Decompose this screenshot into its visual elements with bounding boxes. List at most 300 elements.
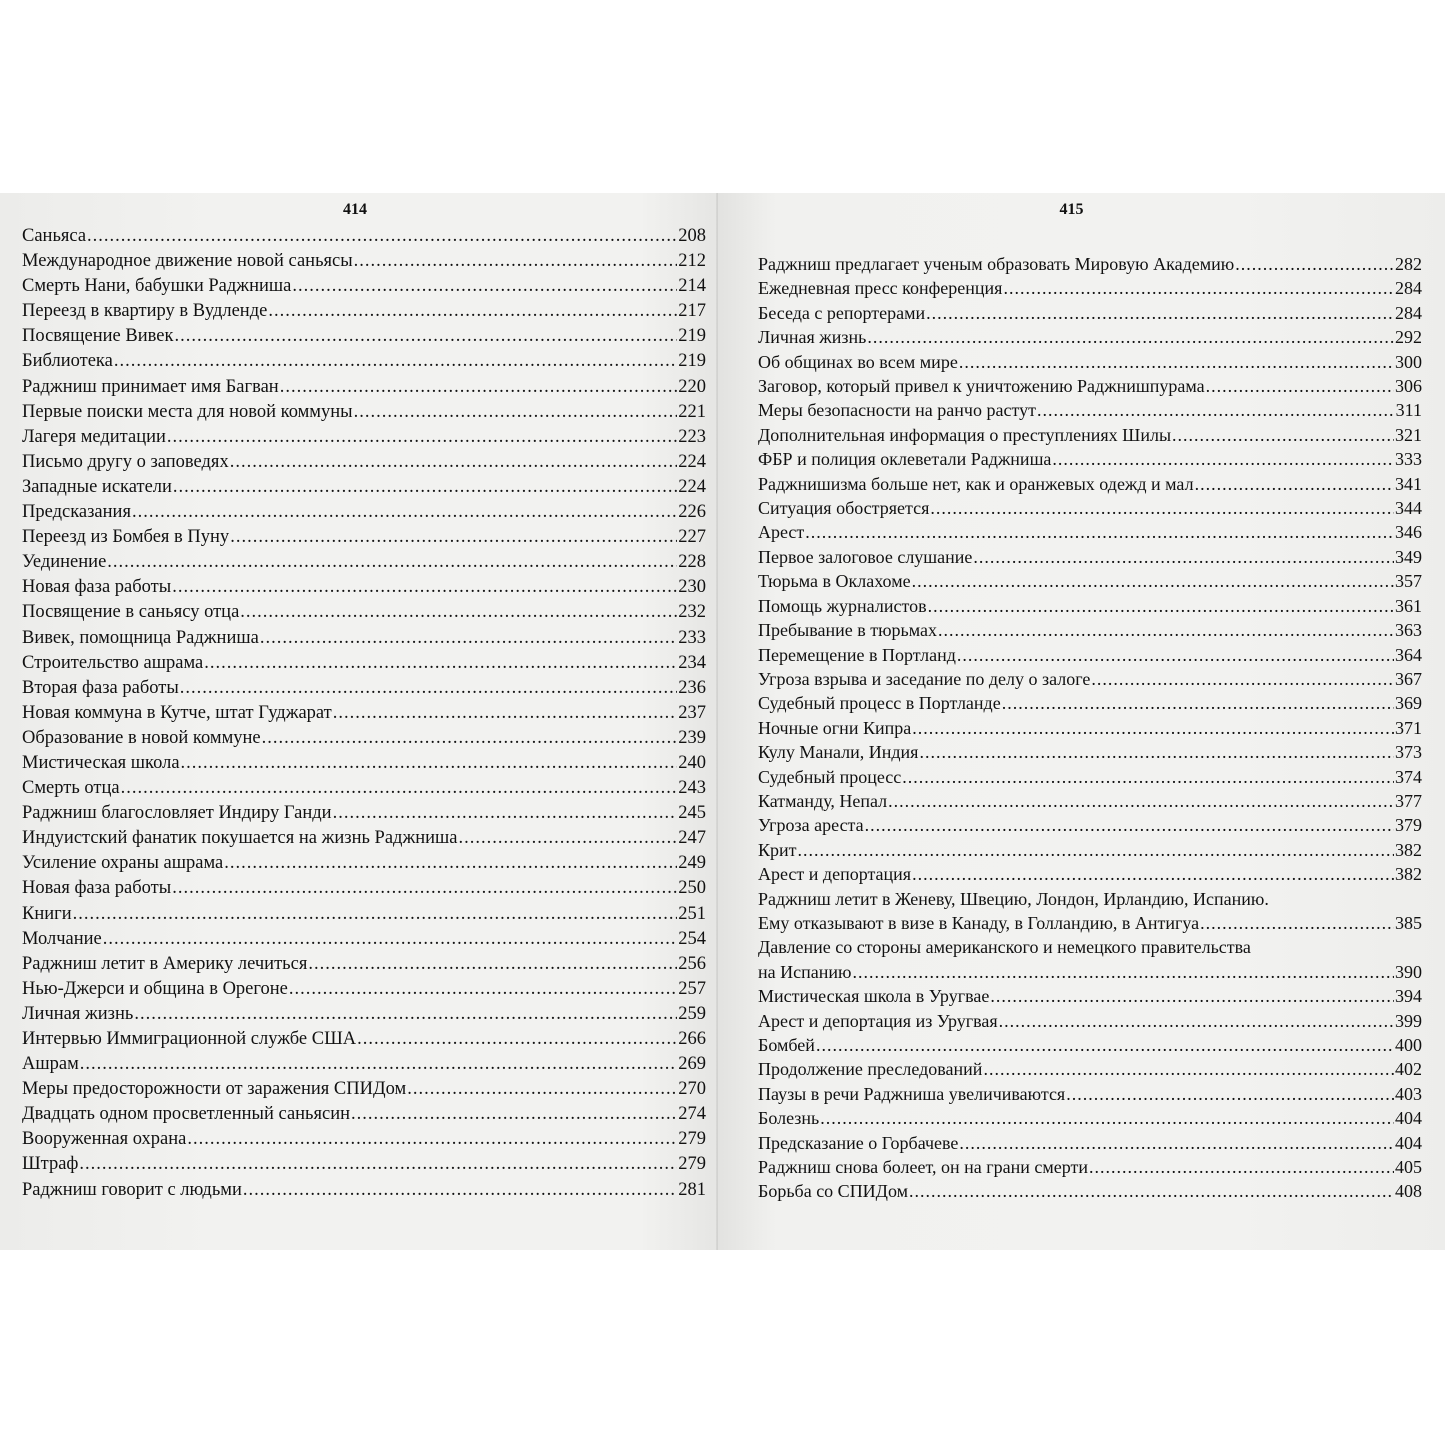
toc-leader-dots xyxy=(351,1102,677,1127)
toc-entry xyxy=(22,626,706,651)
toc-entry-title: Беседа с репортерами xyxy=(758,302,926,323)
toc-entry-page: 408 xyxy=(1395,1181,1422,1202)
toc-entry-page: 224 xyxy=(678,476,706,497)
toc-leader-dots xyxy=(73,902,678,927)
left-page-number: 414 xyxy=(343,201,367,218)
toc-entry-title: Усиление охраны ашрама xyxy=(22,853,224,874)
toc-entry xyxy=(758,813,1422,837)
toc-entry-page: 228 xyxy=(678,552,706,573)
toc-entry-page: 233 xyxy=(678,627,706,648)
toc-entry xyxy=(758,984,1422,1008)
toc-entry-title: Саньяса xyxy=(22,226,87,246)
toc-entry-title: Новая фаза работы xyxy=(22,878,172,899)
toc-entry xyxy=(758,691,1422,715)
toc-entry-title: Смерть отца xyxy=(22,778,120,799)
toc-leader-dots xyxy=(79,1152,677,1177)
toc-entry-page: 357 xyxy=(1395,571,1422,592)
toc-entry xyxy=(22,425,706,450)
toc-entry xyxy=(758,545,1422,569)
toc-entry-page: 400 xyxy=(1395,1035,1422,1055)
toc-entry xyxy=(758,520,1422,544)
toc-entry-page: 333 xyxy=(1395,449,1422,470)
toc-entry xyxy=(22,600,706,625)
toc-entry xyxy=(22,876,706,901)
toc-entry xyxy=(758,276,1422,300)
toc-entry xyxy=(22,324,706,349)
toc-entry-page: 226 xyxy=(678,502,706,523)
toc-entry-page: 346 xyxy=(1395,522,1422,543)
toc-entry-title: Ашрам xyxy=(22,1054,79,1075)
toc-entry-title: Нью-Джерси и община в Орегоне xyxy=(22,978,288,999)
toc-entry-page: 404 xyxy=(1395,1108,1422,1129)
left-page xyxy=(0,193,726,1250)
toc-leader-dots xyxy=(173,475,677,500)
toc-leader-dots xyxy=(1195,472,1394,496)
toc-entry-title: Давление со стороны американского и немецкого правительства xyxy=(758,937,1251,958)
toc-entry-page: 367 xyxy=(1395,668,1422,689)
toc-leader-dots xyxy=(852,960,1394,984)
toc-entry xyxy=(758,935,1422,959)
toc-entry-title: на Испанию xyxy=(758,961,852,982)
toc-leader-dots xyxy=(909,1179,1394,1203)
toc-entry-title: Раджниш предлагает ученым образовать Мировую Академию xyxy=(758,254,1235,274)
toc-entry-title: Катманду, Непал xyxy=(758,790,888,811)
toc-entry xyxy=(758,472,1422,496)
toc-leader-dots xyxy=(172,575,677,600)
toc-leader-dots xyxy=(1089,1155,1394,1179)
toc-entry-page: 245 xyxy=(678,803,706,824)
toc-entry-title: Первое залоговое слушание xyxy=(758,546,973,567)
toc-entry xyxy=(758,1179,1422,1203)
toc-entry xyxy=(758,301,1422,325)
toc-leader-dots xyxy=(926,301,1394,325)
toc-entry-title: Вивек, помощница Раджниша xyxy=(22,627,259,648)
toc-leader-dots xyxy=(240,600,677,625)
toc-entry xyxy=(22,475,706,500)
toc-leader-dots xyxy=(308,952,677,977)
toc-entry-page: 404 xyxy=(1395,1132,1422,1153)
toc-entry-title: Помощь журналистов xyxy=(758,595,927,616)
toc-entry-title: Арест и депортация из Уругвая xyxy=(758,1010,998,1031)
toc-entry xyxy=(22,550,706,575)
toc-entry-page: 269 xyxy=(678,1054,706,1075)
toc-leader-dots xyxy=(262,726,678,751)
toc-entry-page: 217 xyxy=(678,301,706,322)
toc-entry xyxy=(22,525,706,550)
toc-entry-page: 220 xyxy=(678,376,706,397)
toc-entry xyxy=(758,447,1422,471)
toc-entry xyxy=(758,667,1422,691)
toc-entry-page: 373 xyxy=(1395,742,1422,763)
toc-leader-dots xyxy=(333,701,678,726)
toc-entry-title: Книги xyxy=(22,903,72,924)
toc-entry xyxy=(758,838,1422,862)
toc-entry-page: 239 xyxy=(678,727,706,748)
toc-leader-dots xyxy=(930,496,1394,520)
toc-leader-dots xyxy=(114,349,677,374)
toc-entry-page: 223 xyxy=(678,426,706,447)
toc-entry xyxy=(758,350,1422,374)
toc-entry-title: Ситуация обостряется xyxy=(758,498,930,519)
toc-entry-page: 250 xyxy=(678,878,706,899)
toc-entry xyxy=(758,1033,1422,1057)
toc-entry xyxy=(758,252,1422,276)
toc-entry xyxy=(22,676,706,701)
toc-leader-dots xyxy=(1052,447,1394,471)
toc-leader-dots xyxy=(959,350,1394,374)
toc-entry-page: 249 xyxy=(678,853,706,874)
toc-entry xyxy=(758,594,1422,618)
toc-leader-dots xyxy=(938,618,1394,642)
toc-entry xyxy=(22,1077,706,1102)
toc-entry-title: Борьба со СПИДом xyxy=(758,1181,909,1202)
toc-leader-dots xyxy=(354,249,678,274)
right-page-number: 415 xyxy=(1059,201,1084,218)
toc-leader-dots xyxy=(292,274,677,299)
toc-entry-title: Бомбей xyxy=(758,1035,815,1055)
toc-entry-title: Новая фаза работы xyxy=(22,577,172,598)
toc-entry xyxy=(758,1155,1422,1179)
toc-entry xyxy=(758,423,1422,447)
toc-leader-dots xyxy=(798,838,1394,862)
toc-entry-page: 219 xyxy=(678,326,706,347)
toc-leader-dots xyxy=(121,776,678,801)
toc-entry xyxy=(758,618,1422,642)
toc-leader-dots xyxy=(174,324,677,349)
toc-entry xyxy=(22,902,706,927)
toc-entry-page: 399 xyxy=(1395,1010,1422,1031)
toc-entry xyxy=(22,1178,706,1203)
toc-entry xyxy=(758,398,1422,422)
toc-leader-dots xyxy=(181,751,678,776)
toc-leader-dots xyxy=(333,801,678,826)
toc-entry xyxy=(758,496,1422,520)
toc-leader-dots xyxy=(280,375,678,400)
toc-leader-dots xyxy=(1200,911,1394,935)
toc-entry-page: 230 xyxy=(678,577,706,598)
toc-leader-dots xyxy=(230,450,678,475)
toc-entry xyxy=(758,911,1422,935)
toc-entry xyxy=(22,349,706,374)
toc-entry-title: Двадцать одном просветленный саньясин xyxy=(22,1104,351,1125)
toc-leader-dots xyxy=(912,862,1394,886)
toc-entry-title: Раджниш говорит с людьми xyxy=(22,1179,242,1200)
toc-entry xyxy=(22,952,706,977)
toc-entry-title: Западные искатели xyxy=(22,476,172,497)
toc-entry xyxy=(758,765,1422,789)
toc-entry-title: Крит xyxy=(758,839,797,860)
toc-entry xyxy=(22,776,706,801)
toc-leader-dots xyxy=(973,545,1394,569)
toc-entry-title: Переезд в квартиру в Вудленде xyxy=(22,301,268,322)
toc-entry-page: 300 xyxy=(1395,351,1422,372)
toc-entry-title: Заговор, который привел к уничтожению Раджнишпурама xyxy=(758,376,1205,397)
toc-entry xyxy=(758,789,1422,813)
toc-entry xyxy=(758,716,1422,740)
toc-leader-dots xyxy=(867,325,1394,349)
toc-entry-page: 364 xyxy=(1395,644,1422,665)
toc-entry-page: 341 xyxy=(1395,473,1422,494)
toc-entry-page: 221 xyxy=(678,401,706,422)
toc-entry-page: 284 xyxy=(1395,302,1422,323)
toc-entry-title: Образование в новой коммуне xyxy=(22,727,261,748)
toc-entry xyxy=(22,701,706,726)
toc-entry xyxy=(22,274,706,299)
toc-entry-page: 236 xyxy=(678,677,706,698)
toc-entry-page: 279 xyxy=(678,1129,706,1150)
toc-leader-dots xyxy=(1172,423,1394,447)
toc-entry-page: 212 xyxy=(678,251,706,272)
toc-entry-title: Паузы в речи Раджниша увеличиваются xyxy=(758,1083,1066,1104)
toc-leader-dots xyxy=(80,1052,677,1077)
toc-entry-page: 361 xyxy=(1395,595,1422,616)
toc-entry-title: Интервью Иммиграционной службе США xyxy=(22,1029,357,1049)
toc-leader-dots xyxy=(204,651,677,676)
toc-leader-dots xyxy=(990,984,1394,1008)
toc-leader-dots xyxy=(132,500,677,525)
toc-entry-title: Раджниш летит в Женеву, Швецию, Лондон, Ирландию, Испанию. xyxy=(758,888,1269,909)
toc-leader-dots xyxy=(912,716,1394,740)
toc-leader-dots xyxy=(243,1178,677,1203)
toc-entry-title: Посвящение в саньясу отца xyxy=(22,602,240,623)
toc-entry-page: 344 xyxy=(1395,498,1422,519)
toc-entry-title: Меры безопасности на ранчо растут xyxy=(758,400,1036,421)
toc-leader-dots xyxy=(357,1027,677,1052)
toc-entry-page: 284 xyxy=(1395,278,1422,299)
toc-leader-dots xyxy=(134,1002,677,1027)
toc-entry xyxy=(22,1002,706,1027)
toc-leader-dots xyxy=(983,1057,1394,1081)
toc-entry xyxy=(758,374,1422,398)
toc-entry-title: Раджниш снова болеет, он на грани смерти xyxy=(758,1157,1089,1178)
toc-leader-dots xyxy=(459,826,678,851)
toc-entry-page: 266 xyxy=(678,1029,706,1049)
toc-entry-title: Пребывание в тюрьмах xyxy=(758,620,938,641)
toc-entry-page: 281 xyxy=(678,1179,706,1200)
toc-entry-title: Ночные огни Кипра xyxy=(758,717,912,738)
toc-entry xyxy=(22,726,706,751)
toc-entry-page: 227 xyxy=(678,527,706,548)
toc-leader-dots xyxy=(865,813,1394,837)
toc-entry xyxy=(22,375,706,400)
toc-entry xyxy=(22,224,706,249)
toc-leader-dots xyxy=(805,520,1394,544)
toc-entry xyxy=(758,740,1422,764)
toc-leader-dots xyxy=(1002,691,1394,715)
toc-entry-page: 402 xyxy=(1395,1059,1422,1080)
toc-entry-title: Мистическая школа xyxy=(22,752,180,773)
toc-leader-dots xyxy=(1037,398,1395,422)
toc-leader-dots xyxy=(172,876,677,901)
toc-entry xyxy=(758,1131,1422,1155)
toc-entry xyxy=(22,1102,706,1127)
toc-entry-page: 385 xyxy=(1395,912,1422,933)
toc-entry xyxy=(758,1106,1422,1130)
toc-entry-title: Строительство ашрама xyxy=(22,652,204,673)
toc-entry xyxy=(22,450,706,475)
toc-entry-title: Арест и депортация xyxy=(758,864,912,885)
toc-entry-title: Меры предосторожности от заражения СПИДом xyxy=(22,1079,407,1100)
toc-entry-page: 403 xyxy=(1395,1083,1422,1104)
toc-entry-page: 306 xyxy=(1395,376,1422,397)
toc-entry xyxy=(758,960,1422,984)
toc-entry-page: 382 xyxy=(1395,839,1422,860)
toc-entry-title: Смерть Нани, бабушки Раджниша xyxy=(22,276,292,297)
right-page xyxy=(718,193,1445,1250)
left-toc-list xyxy=(22,224,706,1203)
toc-entry-title: ФБР и полиция оклеветали Раджниша xyxy=(758,449,1052,470)
toc-entry-title: Посвящение Вивек xyxy=(22,326,174,347)
toc-entry-title: Переезд из Бомбея в Пуну xyxy=(22,527,230,548)
toc-entry-title: Судебный процесс в Портланде xyxy=(758,693,1001,714)
toc-leader-dots xyxy=(230,525,677,550)
toc-entry-title: Предсказания xyxy=(22,502,131,523)
toc-entry-page: 369 xyxy=(1395,693,1422,714)
toc-entry-title: Ежедневная пресс конференция xyxy=(758,278,1003,299)
toc-leader-dots xyxy=(912,569,1394,593)
toc-entry-page: 292 xyxy=(1395,327,1422,348)
toc-entry-title: Об общинах во всем мире xyxy=(758,351,958,372)
toc-entry-title: Раджниш летит в Америку лечиться xyxy=(22,953,308,974)
toc-leader-dots xyxy=(959,1131,1394,1155)
toc-leader-dots xyxy=(354,400,678,425)
toc-leader-dots xyxy=(87,224,677,249)
toc-entry xyxy=(22,400,706,425)
toc-entry xyxy=(22,1052,706,1077)
toc-entry-title: Международное движение новой саньясы xyxy=(22,251,353,272)
toc-leader-dots xyxy=(999,1009,1394,1033)
toc-entry-page: 219 xyxy=(678,351,706,372)
toc-entry-page: 279 xyxy=(678,1154,706,1175)
toc-entry-title: Ему отказывают в визе в Канаду, в Голландию, в Антигуа xyxy=(758,912,1200,933)
toc-entry xyxy=(22,651,706,676)
toc-entry-page: 240 xyxy=(678,752,706,773)
toc-entry xyxy=(22,299,706,324)
toc-leader-dots xyxy=(103,927,677,952)
right-toc-list xyxy=(758,252,1422,1204)
toc-entry xyxy=(22,500,706,525)
toc-entry xyxy=(758,325,1422,349)
toc-entry-page: 247 xyxy=(678,828,706,849)
toc-entry-title: Письмо другу о заповедях xyxy=(22,451,229,472)
toc-entry-title: Уединение xyxy=(22,552,107,573)
toc-leader-dots xyxy=(107,550,677,575)
toc-entry-title: Раджниш благословляет Индиру Ганди xyxy=(22,803,332,824)
toc-entry-title: Арест xyxy=(758,522,805,543)
toc-entry-page: 349 xyxy=(1395,546,1422,567)
toc-leader-dots xyxy=(407,1077,677,1102)
toc-entry-title: Продолжение преследований xyxy=(758,1059,983,1080)
toc-entry xyxy=(22,851,706,876)
toc-entry xyxy=(758,1057,1422,1081)
toc-entry-page: 237 xyxy=(678,702,706,723)
toc-entry-title: Вторая фаза работы xyxy=(22,677,179,698)
toc-entry-page: 363 xyxy=(1395,620,1422,641)
toc-entry xyxy=(22,826,706,851)
toc-entry-page: 224 xyxy=(678,451,706,472)
toc-entry xyxy=(22,1152,706,1177)
toc-entry-page: 214 xyxy=(678,276,706,297)
toc-entry-page: 374 xyxy=(1395,766,1422,787)
toc-leader-dots xyxy=(816,1033,1394,1057)
toc-entry xyxy=(758,887,1422,911)
toc-entry-page: 208 xyxy=(678,226,706,246)
toc-entry-title: Личная жизнь xyxy=(22,1003,134,1024)
toc-entry-page: 274 xyxy=(678,1104,706,1125)
toc-leader-dots xyxy=(1091,667,1394,691)
toc-leader-dots xyxy=(289,977,677,1002)
toc-entry-page: 254 xyxy=(678,928,706,949)
toc-entry-title: Молчание xyxy=(22,928,102,949)
toc-entry xyxy=(758,1082,1422,1106)
toc-entry xyxy=(22,751,706,776)
toc-entry-title: Дополнительная информация о преступлениях Шилы xyxy=(758,424,1172,445)
toc-entry-page: 371 xyxy=(1395,717,1422,738)
toc-leader-dots xyxy=(180,676,677,701)
toc-entry-title: Новая коммуна в Кутче, штат Гуджарат xyxy=(22,702,332,723)
toc-entry-title: Вооруженная охрана xyxy=(22,1129,187,1150)
toc-leader-dots xyxy=(167,425,677,450)
toc-entry-page: 377 xyxy=(1395,790,1422,811)
toc-entry xyxy=(22,801,706,826)
toc-entry-title: Перемещение в Портланд xyxy=(758,644,956,665)
toc-entry-page: 311 xyxy=(1395,400,1422,421)
toc-leader-dots xyxy=(919,740,1394,764)
toc-entry-title: Болезнь xyxy=(758,1108,820,1129)
toc-entry-title: Мистическая школа в Уругвае xyxy=(758,986,990,1007)
toc-entry-title: Штраф xyxy=(22,1154,79,1175)
toc-leader-dots xyxy=(187,1127,677,1152)
toc-leader-dots xyxy=(1003,276,1394,300)
toc-leader-dots xyxy=(902,765,1394,789)
toc-entry xyxy=(758,1009,1422,1033)
toc-entry xyxy=(22,1027,706,1052)
toc-entry-page: 256 xyxy=(678,953,706,974)
toc-leader-dots xyxy=(260,626,677,651)
toc-entry-page: 390 xyxy=(1395,961,1422,982)
toc-entry xyxy=(22,927,706,952)
toc-entry-title: Индуистский фанатик покушается на жизнь Раджниша xyxy=(22,828,458,849)
toc-entry-page: 259 xyxy=(678,1003,706,1024)
toc-entry xyxy=(22,977,706,1002)
toc-entry-title: Угроза ареста xyxy=(758,815,864,836)
toc-leader-dots xyxy=(957,643,1394,667)
toc-entry-title: Личная жизнь xyxy=(758,327,867,348)
toc-entry-page: 379 xyxy=(1395,815,1422,836)
toc-entry-page: 234 xyxy=(678,652,706,673)
toc-leader-dots xyxy=(888,789,1394,813)
toc-entry-page: 321 xyxy=(1395,424,1422,445)
toc-leader-dots xyxy=(268,299,677,324)
toc-leader-dots xyxy=(1066,1082,1394,1106)
toc-entry-page: 270 xyxy=(678,1079,706,1100)
toc-entry-title: Библиотека xyxy=(22,351,113,372)
toc-entry-title: Угроза взрыва и заседание по делу о залоге xyxy=(758,668,1091,689)
toc-entry-page: 282 xyxy=(1395,254,1422,274)
toc-entry-page: 243 xyxy=(678,778,706,799)
toc-entry xyxy=(758,862,1422,886)
toc-entry-title: Раджнишизма больше нет, как и оранжевых одежд и мал xyxy=(758,473,1194,494)
toc-entry-page: 232 xyxy=(678,602,706,623)
toc-entry-title: Кулу Манали, Индия xyxy=(758,742,919,763)
toc-entry-title: Предсказание о Горбачеве xyxy=(758,1132,959,1153)
toc-entry-page: 382 xyxy=(1395,864,1422,885)
toc-entry-title: Лагеря медитации xyxy=(22,426,166,447)
toc-leader-dots xyxy=(1235,252,1394,276)
toc-leader-dots xyxy=(928,594,1394,618)
toc-entry xyxy=(22,575,706,600)
toc-entry xyxy=(22,249,706,274)
